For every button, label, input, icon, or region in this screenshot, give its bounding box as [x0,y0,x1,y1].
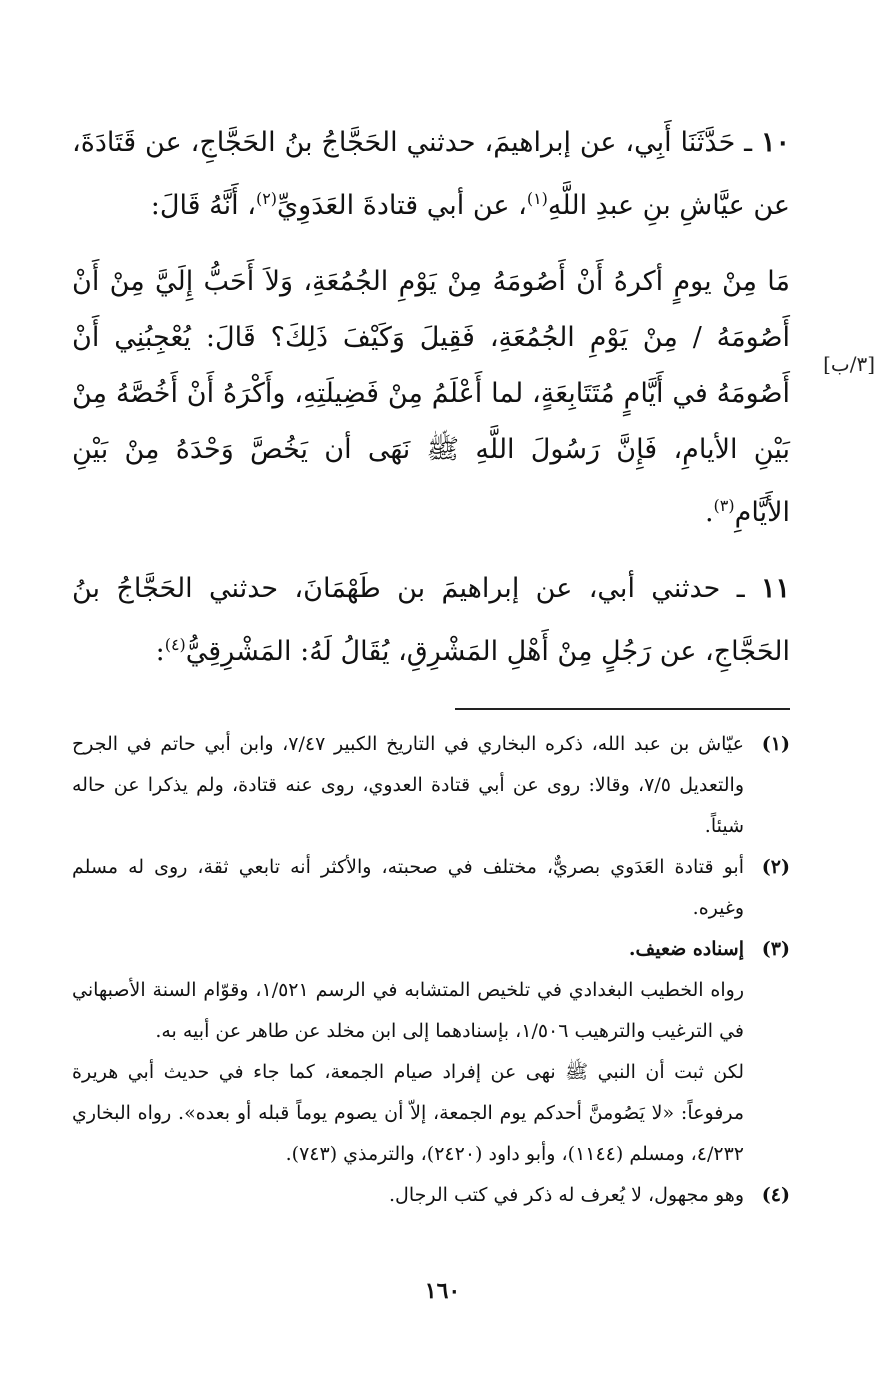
footnote-paragraph: أبو قتادة العَدَوي بصريٌّ، مختلف في صحبته، والأكثر أنه تابعي ثقة، روى له مسلم وغيره. [72,856,744,919]
footnote-divider [455,708,790,710]
footnote-ref-1[interactable]: (١) [526,189,548,208]
footnote-body [72,724,744,847]
main-text [72,115,790,680]
footnote-paragraph: عيّاش بن عبد الله، ذكره البخاري في التاريخ الكبير ٧/٤٧، وابن أبي حاتم في الجرح والتعديل ٧/٥، وقالا: روى عن أبي قتادة العدوي، روى عنه قتادة، ولم يذكرا عن حاله شيئاً. [72,733,744,837]
footnote-number: (٣) [761,938,790,960]
footnote-body [72,929,744,1175]
footnote-number: (٤) [761,1184,790,1206]
hadith-10-matn [72,254,790,541]
hadith-11-text: ـ حدثني أبي، عن إبراهيمَ بن طَهْمَانَ، حدثني الحَجَّاجُ بنُ الحَجَّاجِ، عن رَجُلٍ مِنْ أَهْلِ المَشْرِقِ، يُقَالُ لَهُ: المَشْرِقِيُّ [72,573,790,667]
footnote-paragraph: إسناده ضعيف. [628,938,744,960]
footnotes [72,724,790,1216]
footnote-paragraph: وهو مجهول، لا يُعرف له ذكر في كتب الرجال. [389,1184,744,1206]
hadith-number: ١١ [760,573,790,604]
manuscript-folio-note: [٣/ب] [823,352,875,376]
footnote-paragraph: رواه الخطيب البغدادي في تلخيص المتشابه في الرسم ١/٥٢١، وقوّام السنة الأصبهاني في الترغيب والترهيب ١/٥٠٦، بإسنادهما إلى ابن مخلد عن طاهر عن أبيه به. [72,979,744,1042]
isnad-text-3: ، أَنَّهُ قَالَ: [150,190,256,221]
footnote-ref-3[interactable]: (٣) [713,496,735,515]
matn-text: مَا مِنْ يومٍ أكرهُ أَنْ أَصُومَهُ مِنْ يَوْمِ الجُمُعَةِ، وَلاَ أَحَبُّ إِلَيَّ مِنْ أَنْ أَصُومَهُ / مِنْ يَوْمِ الجُمُعَةِ، فَقِيلَ وَكَيْفَ ذَلِكَ؟ قَالَ: يُعْجِبُنِي أَنْ أَصُومَهُ في أَيَّامٍ مُتَتَابِعَةٍ، لما أَعْلَمُ مِنْ فَضِيلَتِهِ، وأَكْرَهُ أَنْ أَخُصَّهُ مِنْ بَيْنِ الأيامِ، فَإِنَّ رَسُولَ اللَّهِ ﷺ نَهَى أن يَخُصَّ وَحْدَهُ مِنْ بَيْنِ الأَيَّامِ [72,266,790,528]
footnote-body [72,1175,744,1216]
isnad-text: ـ حَدَّثَنَا أَبِي، عن إبراهيمَ، حدثني الحَجَّاجُ بنُ الحَجَّاجِ، عن قَتَادَةَ، عن عيَّاشِ بنِ عبدِ اللَّهِ [72,127,790,221]
footnote-body [72,847,744,929]
footnote-paragraph: لكن ثبت أن النبي ﷺ نهى عن إفراد صيام الجمعة، كما جاء في حديث أبي هريرة مرفوعاً: «لا يَصُومنَّ أحدكم يوم الجمعة، إلاّ أن يصوم يوماً قبله أو بعده». رواه البخاري ٤/٢٣٢، ومسلم (١١٤٤)، وأبو داود (٢٤٢٠)، والترمذي (٧٤٣). [72,1061,744,1165]
footnote-ref-4[interactable]: (٤) [164,635,186,654]
page-number: ١٦٠ [424,1278,461,1304]
footnote-3 [72,929,790,1175]
footnote-number: (١) [761,733,790,755]
footnote-4 [72,1175,790,1216]
footnote-number: (٢) [761,856,790,878]
hadith-number: ١٠ [760,127,790,158]
footnote-2 [72,847,790,929]
hadith-10 [72,115,790,234]
hadith-11 [72,561,790,680]
isnad-text-2: ، عن أبي قتادةَ العَدَوِيِّ [277,190,527,221]
hadith-11-end: : [155,636,165,667]
footnote-1 [72,724,790,847]
footnote-ref-2[interactable]: (٢) [255,189,278,208]
matn-end: . [704,497,714,528]
